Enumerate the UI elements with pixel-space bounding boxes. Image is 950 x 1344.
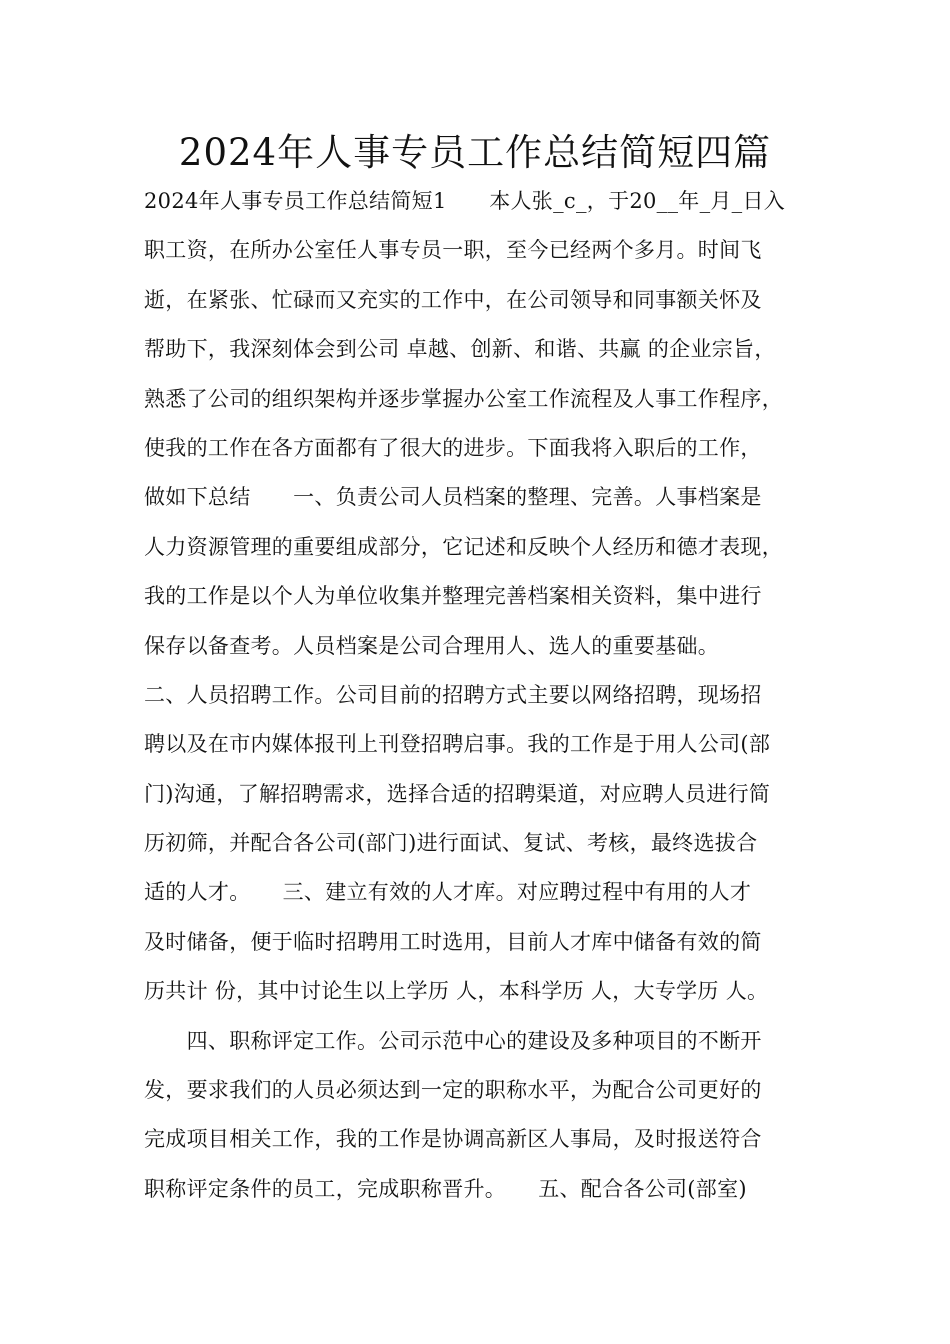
text-line: 使我的工作在各方面都有了很大的进步。下面我将入职后的工作， — [144, 435, 762, 460]
text-line: 四、职称评定工作。公司示范中心的建设及多种项目的不断开 — [144, 1028, 762, 1053]
text-line: 及时储备，便于临时招聘用工时选用，目前人才库中储备有效的简 — [144, 929, 762, 954]
text-line: 我的工作是以个人为单位收集并整理完善档案相关资料，集中进行 — [144, 584, 762, 609]
document-title: 2024年人事专员工作总结简短四篇 — [178, 131, 772, 174]
text-line: 完成项目相关工作，我的工作是协调高新区人事局，及时报送符合 — [144, 1127, 762, 1152]
text-line: 帮助下，我深刻体会到公司 卓越、创新、和谐、共赢 的企业宗旨， — [144, 337, 776, 362]
document-body — [144, 180, 834, 1217]
text-line: 发，要求我们的人员必须达到一定的职称水平，为配合公司更好的 — [144, 1078, 762, 1103]
text-line: 适的人才。 三、建立有效的人才库。对应聘过程中有用的人才 — [144, 880, 752, 905]
text-line: 职工资，在所办公室任人事专员一职，至今已经两个多月。时间飞 — [144, 238, 762, 263]
text-line: 2024年人事专员工作总结简短1 本人张_c_，于20__年_月_日入 — [144, 189, 786, 213]
text-line: 职称评定条件的员工，完成职称晋升。 五、配合各公司(部室) — [144, 1176, 747, 1201]
text-line: 聘以及在市内媒体报刊上刊登招聘启事。我的工作是于用人公司(部 — [144, 732, 771, 757]
text-line: 二、人员招聘工作。公司目前的招聘方式主要以网络招聘，现场招 — [144, 682, 762, 707]
text-line: 逝，在紧张、忙碌而又充实的工作中，在公司领导和同事额关怀及 — [144, 287, 762, 312]
text-line: 历初筛，并配合各公司(部门)进行面试、复试、考核，最终选拔合 — [144, 831, 758, 856]
text-line: 历共计 份，其中讨论生以上学历 人，本科学历 人，大专学历 人。 — [144, 979, 769, 1004]
text-line: 保存以备查考。人员档案是公司合理用人、选人的重要基础。 — [144, 633, 720, 658]
text-line: 人力资源管理的重要组成部分，它记述和反映个人经历和德才表现， — [144, 534, 783, 559]
text-line: 熟悉了公司的组织架构并逐步掌握办公室工作流程及人事工作程序， — [144, 386, 783, 411]
text-line: 门)沟通，了解招聘需求，选择合适的招聘渠道，对应聘人员进行简 — [144, 781, 771, 806]
text-line: 做如下总结 一、负责公司人员档案的整理、完善。人事档案是 — [144, 485, 762, 510]
